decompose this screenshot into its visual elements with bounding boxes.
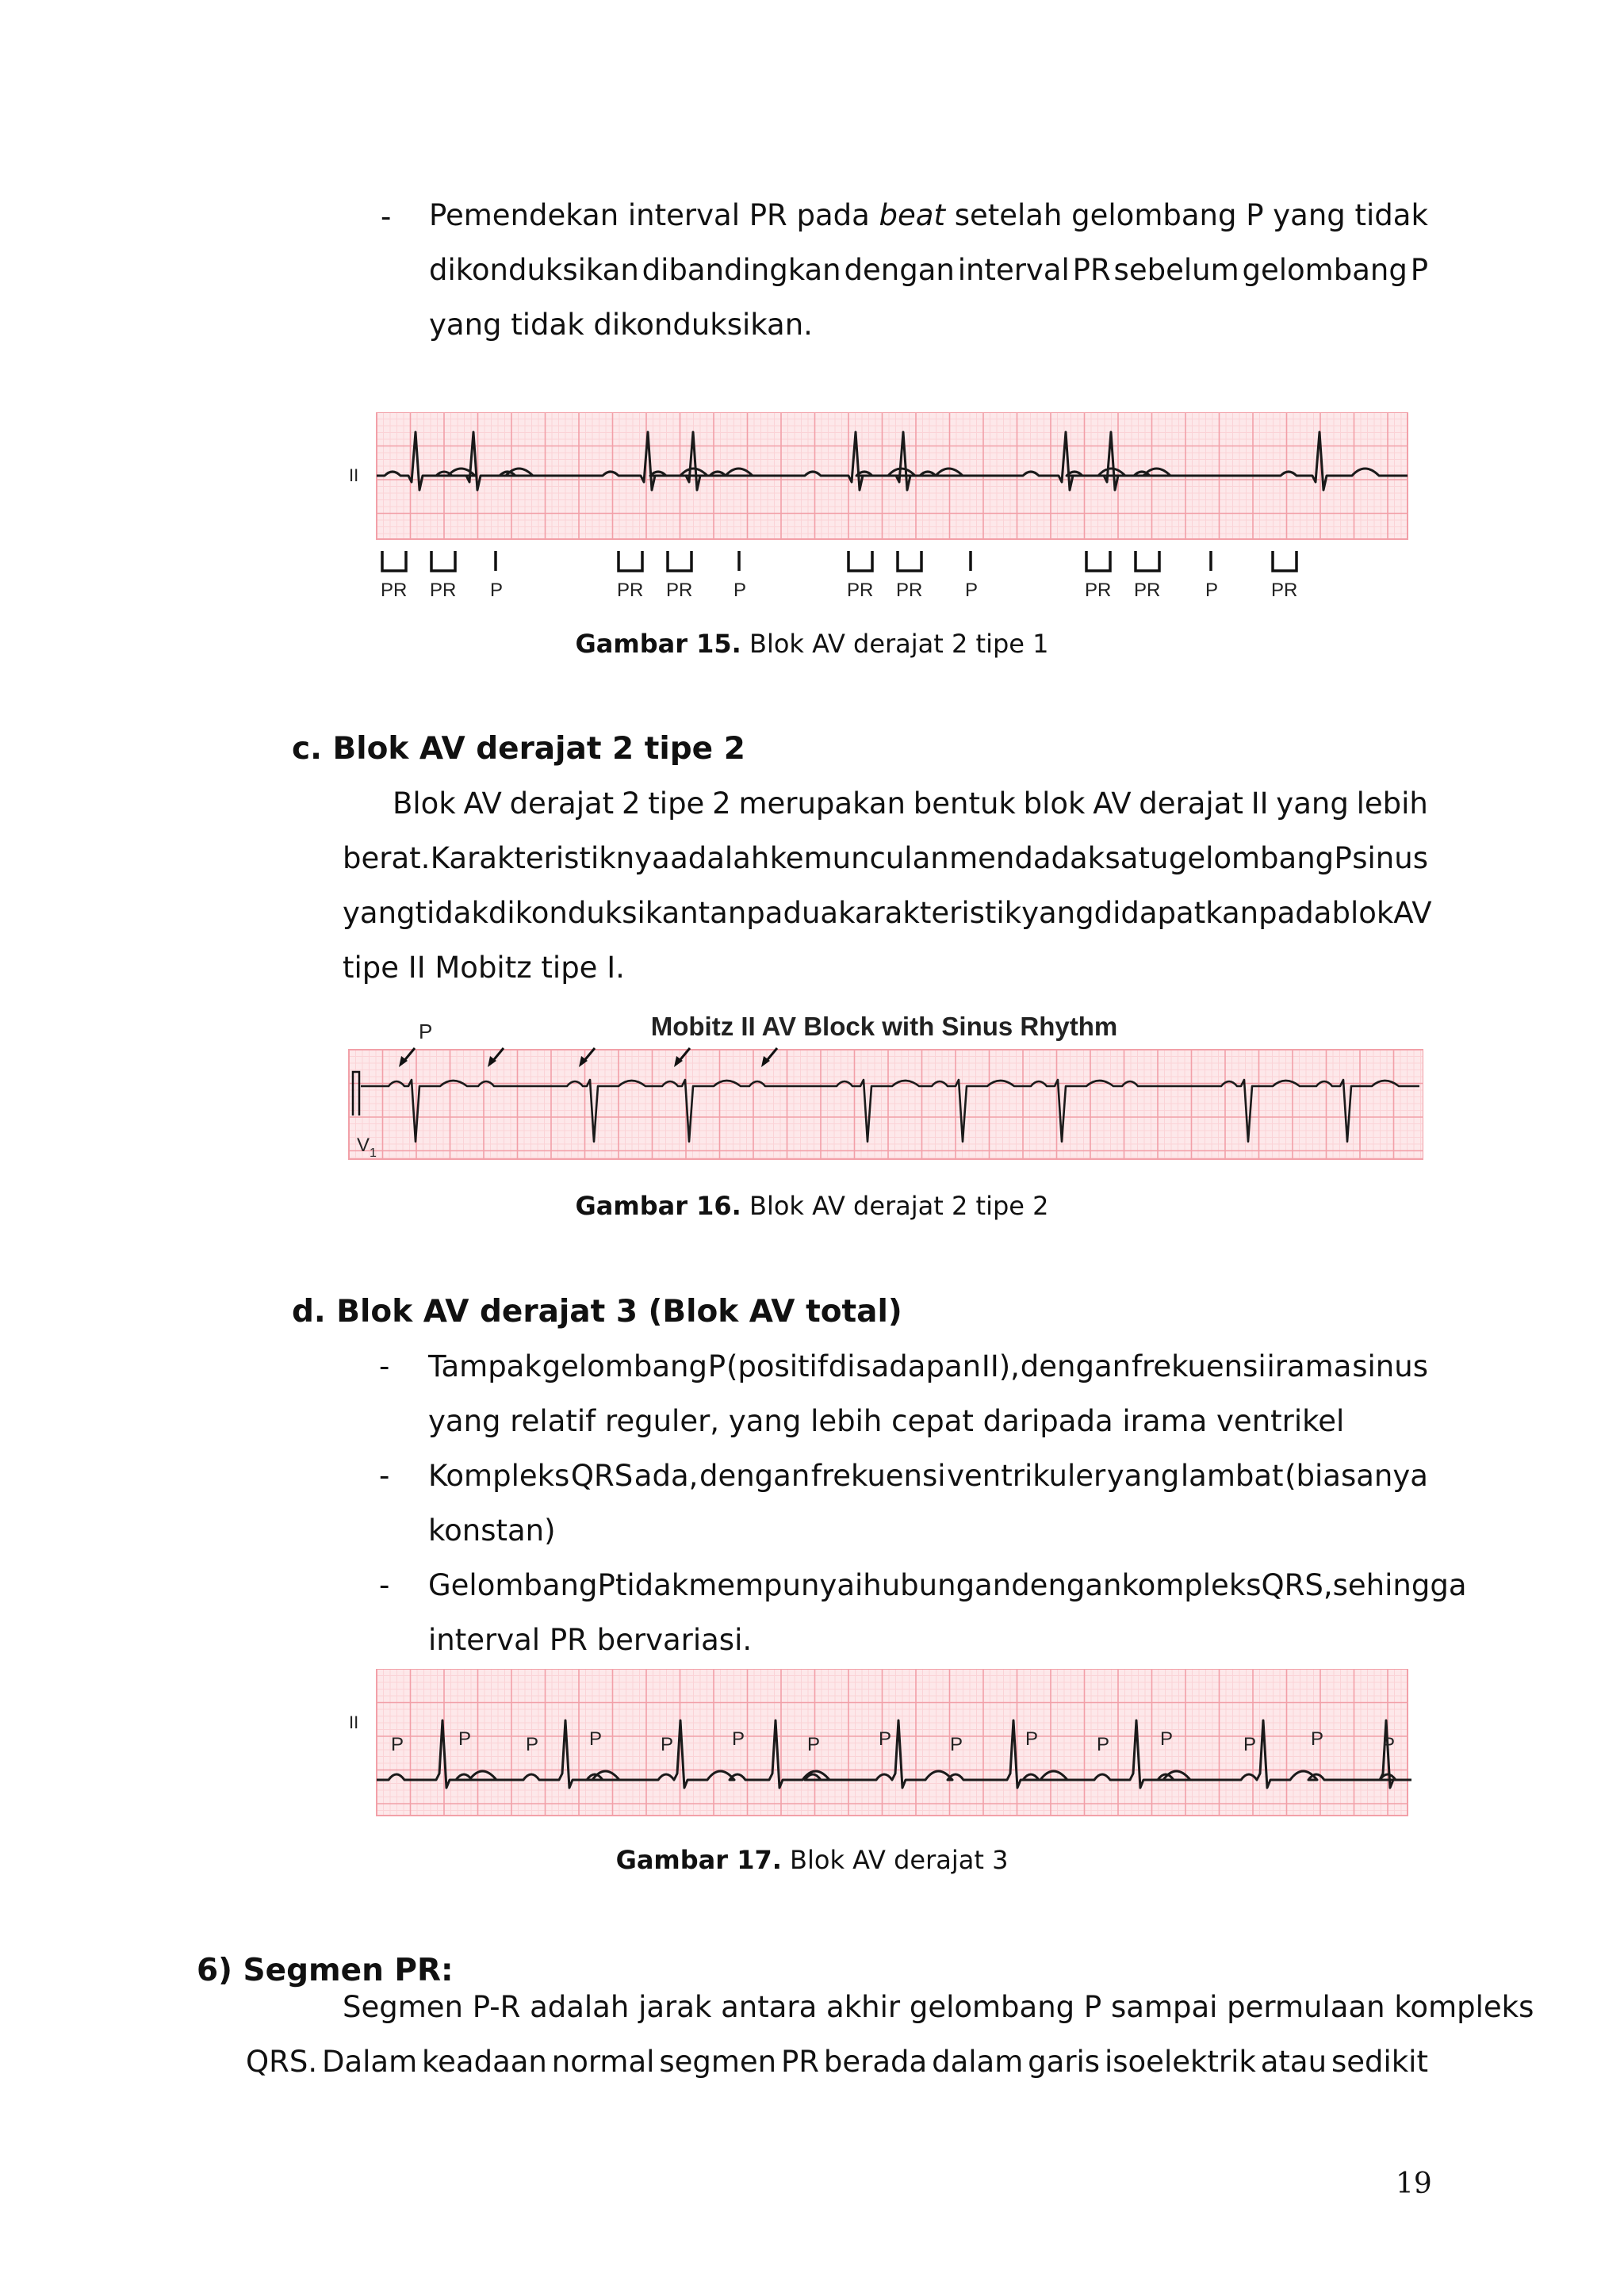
- word: sadapan: [856, 1349, 982, 1383]
- section-6-para-line-2: [246, 2045, 1428, 2079]
- word: Kompleks: [428, 1459, 570, 1493]
- section-d-bullet-1-line-1: [428, 1349, 1428, 1383]
- section-d-bullet-3-line-1: [428, 1568, 1467, 1602]
- word: gelombang: [542, 1349, 707, 1383]
- p-wave-label: P: [458, 1728, 472, 1750]
- word: berat.: [343, 841, 431, 875]
- pr-interval-bracket: [848, 551, 872, 571]
- word: blok: [1331, 896, 1394, 930]
- word: adalah: [670, 841, 770, 875]
- p-wave-label: P: [419, 1020, 433, 1043]
- ecg-strip-av-block-3: [349, 1669, 1411, 1820]
- word: QRS,: [1261, 1568, 1333, 1602]
- word: tanpa: [698, 896, 783, 930]
- section-c-para-line-1: [393, 786, 1428, 821]
- word: frekuensi: [1131, 1349, 1266, 1383]
- word: QRS.: [246, 2045, 318, 2079]
- figure-17-caption: [0, 1847, 1624, 1873]
- lead-subscript: 1: [370, 1146, 377, 1160]
- word: mendadak: [949, 841, 1105, 875]
- word: 2: [621, 786, 641, 821]
- word: gelombang: [1071, 198, 1237, 232]
- ecg-strip-av-block-2-type-1: [349, 412, 1411, 603]
- word: Pemendekan: [429, 198, 619, 232]
- word: setelah: [954, 198, 1063, 232]
- page-number: 19: [1396, 2168, 1432, 2200]
- section-d-bullet-2-line-1: [428, 1459, 1428, 1493]
- word: dengan: [844, 253, 955, 287]
- word: dibandingkan: [642, 253, 841, 287]
- pr-interval-bracket: [898, 551, 921, 571]
- p-wave-label: P: [1025, 1728, 1039, 1750]
- section-d-heading: d. Blok AV derajat 3 (Blok AV total): [292, 1294, 902, 1330]
- p-marker-label: P: [490, 580, 504, 601]
- word: derajat: [1139, 786, 1243, 821]
- word: blok: [1023, 786, 1086, 821]
- section-c-para-line-3: [343, 896, 1432, 930]
- figure-16-caption: [0, 1193, 1624, 1219]
- word: segmen: [659, 2045, 777, 2079]
- word: PR: [781, 2045, 820, 2079]
- word: derajat: [509, 786, 615, 821]
- caption-text: Blok AV derajat 2 tipe 2: [741, 1191, 1049, 1221]
- pr-bracket-label: PR: [430, 580, 457, 601]
- pr-bracket-label: PR: [1085, 580, 1112, 601]
- pr-interval-bracket: [1273, 551, 1297, 571]
- word: dikonduksikan: [429, 253, 639, 287]
- caption-text: Blok AV derajat 3: [781, 1845, 1009, 1875]
- word: keadaan: [422, 2045, 547, 2079]
- word: merupakan: [738, 786, 906, 821]
- word: didapatkan: [1094, 896, 1259, 930]
- word: dengan: [1020, 1349, 1132, 1383]
- word: II: [1251, 786, 1269, 821]
- word: bentuk: [913, 786, 1016, 821]
- word: yang: [1276, 786, 1349, 821]
- section-6-heading: 6) Segmen PR:: [197, 1953, 454, 1988]
- word: irama: [1266, 1349, 1352, 1383]
- caption-label: Gambar 15.: [575, 629, 741, 659]
- word: gelombang: [1242, 253, 1408, 287]
- bullet-a-line-3: yang tidak dikonduksikan.: [429, 308, 813, 342]
- word: frekuensi: [810, 1459, 946, 1493]
- word: dua: [783, 896, 839, 930]
- grid-background: [349, 1050, 1423, 1159]
- p-wave-label: P: [1311, 1728, 1324, 1750]
- word: Karakteristiknya: [430, 841, 670, 875]
- ecg-figure-17: [349, 1669, 1411, 1820]
- word: QRS: [570, 1459, 634, 1493]
- word: lambat: [1180, 1459, 1284, 1493]
- word: normal: [551, 2045, 655, 2079]
- ecg-grid: [349, 1050, 1423, 1159]
- p-wave-label: P: [1097, 1734, 1110, 1755]
- bullet-a-line-1: [429, 198, 1428, 232]
- p-wave-label: P: [879, 1728, 892, 1750]
- section-c-para-line-4: tipe II Mobitz tipe I.: [343, 951, 625, 985]
- word: Gelombang: [428, 1568, 598, 1602]
- word: di: [828, 1349, 856, 1383]
- p-wave-label: P: [950, 1734, 963, 1755]
- word: pada: [796, 198, 870, 232]
- section-d-bullet-2-line-2: konstan): [428, 1513, 556, 1548]
- section-d-bullet-3-line-2: interval PR bervariasi.: [428, 1623, 753, 1657]
- lead-label: II: [349, 465, 359, 485]
- word: AV: [463, 786, 502, 821]
- word: Tampak: [428, 1349, 542, 1383]
- word: PR: [1072, 253, 1111, 287]
- word: lebih: [1356, 786, 1428, 821]
- p-marker-label: P: [1205, 580, 1219, 601]
- bullet-a-line-2: [429, 255, 1428, 285]
- word: interval: [957, 253, 1070, 287]
- word: tidak: [615, 1568, 689, 1602]
- word: tipe: [648, 786, 705, 821]
- word: Dalam: [321, 2045, 418, 2079]
- word: Blok: [393, 786, 456, 821]
- word: kemunculan: [769, 841, 949, 875]
- word: P: [1246, 198, 1264, 232]
- p-wave-label: P: [526, 1734, 539, 1755]
- section-d-bullet-1-line-2: yang relatif reguler, yang lebih cepat daripada irama ventrikel: [428, 1404, 1345, 1438]
- word: ventrikuler: [947, 1459, 1106, 1493]
- figure-16-title: Mobitz II AV Block with Sinus Rhythm: [650, 1012, 1118, 1041]
- word: dikonduksikan: [488, 896, 699, 930]
- pr-bracket-label: PR: [381, 580, 408, 601]
- word: yang: [1106, 1459, 1180, 1493]
- word: garis: [1028, 2045, 1101, 2079]
- p-wave-label: P: [391, 1734, 404, 1755]
- bullet-dash: -: [379, 1568, 390, 1602]
- section-c-heading: c. Blok AV derajat 2 tipe 2: [292, 731, 745, 767]
- caption-text: Blok AV derajat 2 tipe 1: [741, 629, 1049, 659]
- word: dengan: [1011, 1568, 1122, 1602]
- word: P: [597, 1568, 615, 1602]
- pr-interval-bracket: [431, 551, 455, 571]
- pr-interval-bracket: [382, 551, 406, 571]
- word: sebelum: [1113, 253, 1239, 287]
- word: PR: [749, 198, 787, 232]
- ecg-figure-15: [349, 412, 1411, 603]
- word: karakteristik: [838, 896, 1022, 930]
- lead-label: II: [349, 1712, 359, 1732]
- bullet-dash: -: [379, 1459, 390, 1493]
- word: hubungan: [863, 1568, 1012, 1602]
- word: sedikit: [1331, 2045, 1428, 2079]
- word: AV: [1093, 786, 1132, 821]
- word: ada,: [634, 1459, 699, 1493]
- word: P: [707, 1349, 726, 1383]
- pr-bracket-label: PR: [847, 580, 874, 601]
- p-wave-label: P: [1382, 1734, 1396, 1755]
- word: (biasanya: [1285, 1459, 1428, 1493]
- word: (positif: [726, 1349, 828, 1383]
- word: berada: [823, 2045, 928, 2079]
- bullet-dash: -: [381, 200, 392, 234]
- section-c-para-line-2: [343, 841, 1428, 875]
- ecg-figure-16: [345, 1001, 1423, 1167]
- pr-bracket-label: PR: [1134, 580, 1161, 601]
- p-marker-label: P: [965, 580, 979, 601]
- word: interval: [627, 198, 740, 232]
- word: 2: [712, 786, 731, 821]
- p-wave-label: P: [1160, 1728, 1174, 1750]
- word: AV: [1393, 896, 1432, 930]
- word: gelombang: [1168, 841, 1335, 875]
- word: II),: [981, 1349, 1020, 1383]
- word: tidak: [1354, 198, 1428, 232]
- pr-bracket-label: PR: [666, 580, 693, 601]
- word: P: [1410, 253, 1428, 287]
- word: yang: [1273, 198, 1346, 232]
- word: dalam: [932, 2045, 1024, 2079]
- pr-interval-bracket: [1086, 551, 1110, 571]
- pr-interval-bracket: [619, 551, 642, 571]
- pr-bracket-label: PR: [896, 580, 923, 601]
- pr-bracket-label: PR: [617, 580, 644, 601]
- word: tidak: [415, 896, 488, 930]
- pr-interval-bracket: [668, 551, 691, 571]
- word: pada: [1258, 896, 1332, 930]
- word: sinus: [1352, 841, 1428, 875]
- figure-15-caption: [0, 629, 1624, 659]
- pr-bracket-label: PR: [1271, 580, 1298, 601]
- word: isoelektrik: [1104, 2045, 1256, 2079]
- word: kompleks: [1121, 1568, 1262, 1602]
- p-wave-label: P: [732, 1728, 745, 1750]
- bullet-dash: -: [379, 1349, 390, 1383]
- word: yang: [343, 896, 416, 930]
- word: dengan: [699, 1459, 810, 1493]
- p-wave-label: P: [1243, 1734, 1257, 1755]
- section-6-para-line-1: Segmen P-R adalah jarak antara akhir gelombang P sampai permulaan kompleks: [343, 1990, 1534, 2024]
- word: atau: [1260, 2045, 1327, 2079]
- p-wave-label: P: [589, 1728, 603, 1750]
- word: satu: [1105, 841, 1169, 875]
- word: mempunyai: [688, 1568, 864, 1602]
- word: P: [1334, 841, 1352, 875]
- p-marker-label: P: [733, 580, 747, 601]
- p-wave-label: P: [661, 1734, 674, 1755]
- word: sehingga: [1332, 1568, 1467, 1602]
- word: beat: [879, 198, 945, 232]
- word: sinus: [1352, 1349, 1428, 1383]
- caption-label: Gambar 17.: [615, 1845, 782, 1875]
- p-wave-label: P: [807, 1734, 821, 1755]
- ecg-strip-mobitz-2: [345, 1001, 1423, 1167]
- lead-label: V: [357, 1135, 370, 1156]
- caption-label: Gambar 16.: [575, 1191, 741, 1221]
- pr-interval-bracket: [1136, 551, 1159, 571]
- word: yang: [1021, 896, 1094, 930]
